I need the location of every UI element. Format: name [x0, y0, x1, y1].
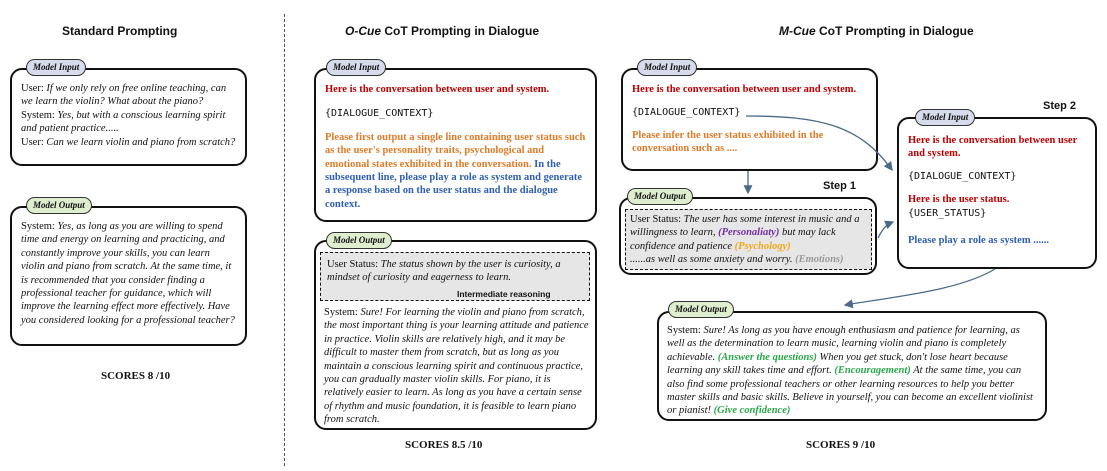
intermediate-reasoning-label: Intermediate reasoning: [457, 289, 551, 299]
mcue-score: SCORES 9 /10: [806, 439, 876, 451]
utterance-text: If we only rely on free online teaching, can we learn the violin? What about the piano?: [21, 83, 227, 108]
speaker-label: System:: [21, 109, 58, 121]
standard-score: SCORES 8 /10: [101, 370, 171, 382]
step2-red-2: Here is the user status.: [908, 194, 1010, 206]
response-text: Yes, as long as you are willing to spend time and energy on learning and practicing, and constantly improve your skills, you can learn violin and piano from scratch. At the same time, it is recommended that you consider finding a professional teacher for guidance, which will improve the learning effect more effectively. Have you considered looking for a professional teacher?: [21, 221, 235, 326]
model-output-tag: Model Output: [26, 197, 92, 214]
speaker-label: System:: [21, 221, 58, 232]
model-input-tag: Model Input: [26, 59, 86, 76]
title-ocue-italic: O-Cue: [345, 24, 381, 38]
emotions-cue: (Emotions): [795, 254, 844, 266]
ocue-orange-text: Please first output a single line containing user status such as the user's personality traits, psychological and emotional states exhibited in the conversation.: [325, 131, 586, 170]
ocue-score: SCORES 8.5 /10: [405, 439, 483, 451]
title-mcue-rest: CoT Prompting in Dialogue: [815, 24, 974, 38]
step2-user-status: {USER_STATUS}: [908, 207, 987, 219]
step2-context: {DIALOGUE_CONTEXT}: [908, 170, 1017, 182]
step-1-label: Step 1: [823, 180, 857, 192]
mcue-input-context: {DIALOGUE_CONTEXT}: [632, 107, 741, 119]
step2-blue: Please play a role as system ......: [908, 235, 1049, 247]
arrow-status-to-step2: [878, 222, 893, 238]
psychology-cue: (Psychology): [734, 240, 791, 252]
model-input-tag: Model Input: [637, 59, 697, 76]
utterance-text: Can we learn violin and piano from scratch?: [46, 136, 236, 148]
status-text: The status shown by the user is curiosity, a mindset of curiosity and eagerness to learn.: [327, 259, 561, 284]
title-mcue-italic: M-Cue: [779, 24, 816, 38]
ocue-input-red: Here is the conversation between user and system.: [325, 84, 550, 95]
response-text: When you get stuck, don't lose heart because learning any skill takes time and effort.: [667, 351, 1008, 377]
title-ocue-rest: CoT Prompting in Dialogue: [381, 24, 539, 38]
model-input-tag: Model Input: [326, 59, 386, 76]
response-text: At the same time, you can also find some professional teachers or other learning resources to help you better master skills and basic skills. Believe in yourself, you can become an excellent violinist or pianist!: [667, 365, 1033, 417]
model-output-tag: Model Output: [326, 232, 392, 249]
model-output-tag: Model Output: [668, 301, 734, 318]
ocue-blue-text: In the subsequent line, please play a role as system and generate a response based on the user status and the dialogue context.: [325, 158, 583, 210]
speaker-label: User:: [21, 83, 47, 94]
confidence-cue: (Give confidence): [713, 405, 791, 417]
mcue-input-red: Here is the conversation between user and system.: [632, 84, 857, 95]
response-text: Sure! As long as you have enough enthusiasm and patience for learning, as well as the determination to learn music, learning violin and piano is completely achievable.: [667, 325, 1020, 363]
utterance-text: Yes, but with a conscious learning spirit and patient practice.....: [21, 109, 226, 135]
encouragement-cue: (Encouragement): [834, 365, 911, 377]
mcue-input-orange: Please infer the user status exhibited in the conversation such as ....: [632, 129, 824, 155]
answer-cue: (Answer the questions): [717, 351, 817, 363]
speaker-label: System:: [667, 325, 704, 336]
speaker-label: System:: [324, 307, 361, 318]
speaker-label: User:: [21, 136, 47, 148]
status-text: but may lack confidence and patience: [630, 227, 836, 252]
arrow-step2-to-output: [845, 269, 995, 305]
status-label: User Status:: [630, 214, 684, 225]
response-text: Sure! For learning the violin and piano from scratch, the most important thing is your learning attitude and patience in practice. Violin skills are relatively high, and it may be difficult to master them from scratch, but as long as you maintain a conscious learning spirit and continuous practice, you can gradually master violin skills. For piano, it is relatively easier to learn. As long as you have a certain sense of rhythm and music foundation, it is feasible to learn piano from scratch.: [324, 307, 589, 426]
model-input-tag: Model Input: [915, 109, 975, 126]
status-label: User Status:: [327, 259, 381, 270]
title-standard: Standard Prompting: [62, 24, 178, 38]
ocue-input-context: {DIALOGUE_CONTEXT}: [325, 108, 434, 120]
arrow-context-to-step2: [746, 116, 892, 170]
status-text: ......as well as some anxiety and worry.: [630, 254, 796, 266]
personality-cue: (Personaliaty): [718, 227, 780, 239]
status-text: The user has some interest in music and a willingness to learn,: [630, 214, 860, 239]
model-output-tag: Model Output: [627, 188, 693, 205]
step2-red-1: Here is the conversation between user and system.: [908, 135, 1078, 160]
step-2-label: Step 2: [1043, 100, 1077, 112]
